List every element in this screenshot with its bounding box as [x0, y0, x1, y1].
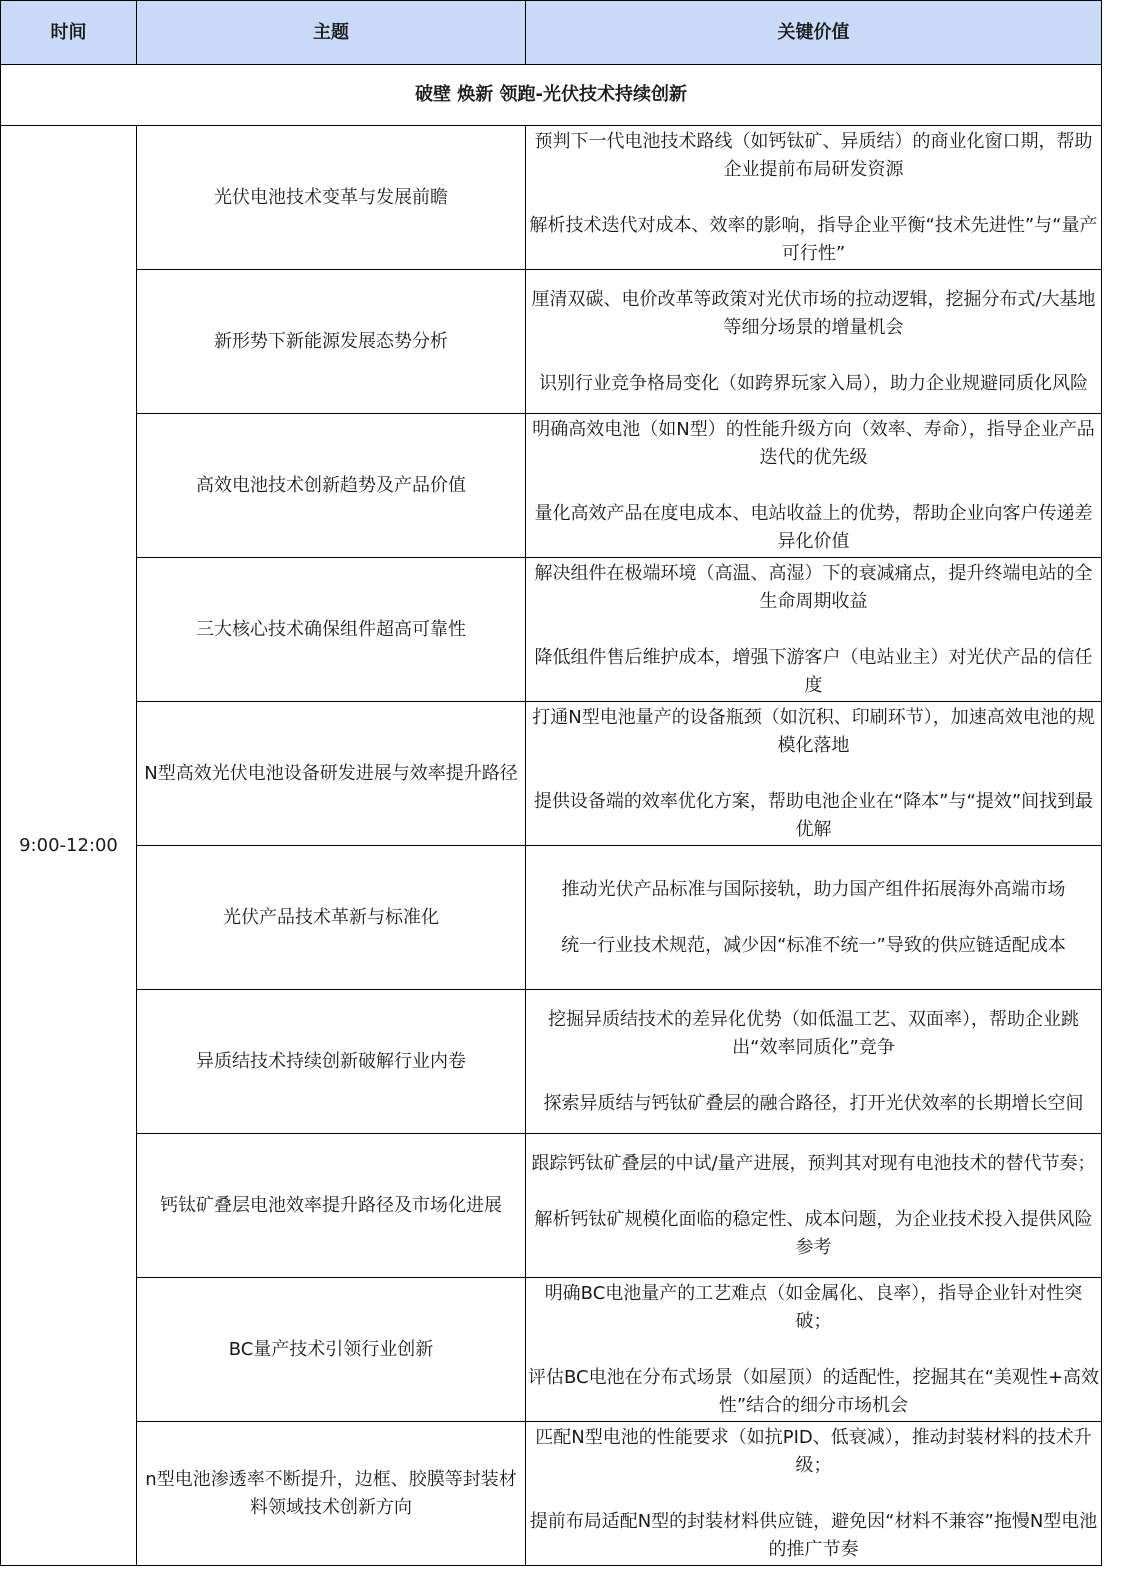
table-row: [1, 702, 1102, 846]
value-cell: [526, 1134, 1102, 1278]
header-row: [1, 1, 1102, 65]
value-text: 挖掘异质结技术的差异化优势（如低温工艺、双面率），帮助企业跳出“效率同质化”竞争: [548, 1008, 1079, 1058]
table-row: [1, 414, 1102, 558]
value-cell: [526, 126, 1102, 270]
topic-cell: BC量产技术引领行业创新: [137, 1278, 526, 1422]
value-text: 推动光伏产品标准与国际接轨，助力国产组件拓展海外高端市场: [561, 878, 1066, 900]
value-text: 打通N型电池量产的设备瓶颈（如沉积、印刷环节），加速高效电池的规模化落地: [532, 706, 1095, 756]
table-row: [1, 1422, 1102, 1566]
value-text: 厘清双碳、电价改革等政策对光伏市场的拉动逻辑，挖掘分布式/大基地等细分场景的增量机会: [531, 288, 1096, 338]
value-cell: [526, 1422, 1102, 1566]
value-text: 统一行业技术规范，减少因“标准不统一”导致的供应链适配成本: [561, 934, 1066, 956]
value-text: 评估BC电池在分布式场景（如屋顶）的适配性，挖掘其在“美观性+高效性”结合的细分市场机会: [528, 1366, 1100, 1416]
section-row: [1, 65, 1102, 126]
value-text: 降低组件售后维护成本，增强下游客户（电站业主）对光伏产品的信任度: [534, 646, 1093, 696]
value-text: 探索异质结与钙钛矿叠层的融合路径，打开光伏效率的长期增长空间: [543, 1092, 1084, 1114]
value-cell: [526, 702, 1102, 846]
value-cell: [526, 1278, 1102, 1422]
table-row: [1, 126, 1102, 270]
value-text: 明确BC电池量产的工艺难点（如金属化、良率），指导企业针对性突破；: [544, 1282, 1083, 1332]
value-text: 解析技术迭代对成本、效率的影响，指导企业平衡“技术先进性”与“量产可行性”: [529, 214, 1098, 264]
value-cell: [526, 270, 1102, 414]
value-text: 匹配N型电池的性能要求（如抗PID、低衰减），推动封装材料的技术升级；: [535, 1426, 1092, 1476]
topic-cell: 钙钛矿叠层电池效率提升路径及市场化进展: [137, 1134, 526, 1278]
value-text: 解决组件在极端环境（高温、高湿）下的衰减痛点，提升终端电站的全生命周期收益: [534, 562, 1093, 612]
topic-cell: 三大核心技术确保组件超高可靠性: [137, 558, 526, 702]
table-row: [1, 1278, 1102, 1422]
table-row: [1, 270, 1102, 414]
topic-cell: 异质结技术持续创新破解行业内卷: [137, 990, 526, 1134]
value-cell: [526, 846, 1102, 990]
value-text: 量化高效产品在度电成本、电站收益上的优势，帮助企业向客户传递差异化价值: [534, 502, 1093, 552]
table-row: [1, 558, 1102, 702]
section-title: 破壁 焕新 领跑-光伏技术持续创新: [1, 65, 1102, 126]
header-topic: 主题: [137, 1, 526, 65]
value-cell: [526, 990, 1102, 1134]
table-row: [1, 846, 1102, 990]
topic-cell: n型电池渗透率不断提升，边框、胶膜等封装材料领域技术创新方向: [137, 1422, 526, 1566]
table-row: [1, 990, 1102, 1134]
value-cell: [526, 558, 1102, 702]
value-text: 明确高效电池（如N型）的性能升级方向（效率、寿命），指导企业产品迭代的优先级: [532, 418, 1095, 468]
value-text: 识别行业竞争格局变化（如跨界玩家入局），助力企业规避同质化风险: [539, 372, 1088, 394]
value-text: 跟踪钙钛矿叠层的中试/量产进展，预判其对现有电池技术的替代节奏；: [531, 1152, 1096, 1174]
value-text: 提前布局适配N型的封装材料供应链，避免因“材料不兼容”拖慢N型电池的推广节奏: [529, 1510, 1098, 1560]
topic-cell: 光伏电池技术变革与发展前瞻: [137, 126, 526, 270]
topic-cell: 高效电池技术创新趋势及产品价值: [137, 414, 526, 558]
topic-cell: N型高效光伏电池设备研发进展与效率提升路径: [137, 702, 526, 846]
value-text: 解析钙钛矿规模化面临的稳定性、成本问题，为企业技术投入提供风险参考: [534, 1208, 1093, 1258]
value-text: 预判下一代电池技术路线（如钙钛矿、异质结）的商业化窗口期，帮助企业提前布局研发资源: [534, 130, 1093, 180]
value-cell: [526, 414, 1102, 558]
value-text: 提供设备端的效率优化方案，帮助电池企业在“降本”与“提效”间找到最优解: [533, 790, 1094, 840]
header-time: 时间: [1, 1, 137, 65]
topic-cell: 光伏产品技术革新与标准化: [137, 846, 526, 990]
header-value: 关键价值: [526, 1, 1102, 65]
topic-cell: 新形势下新能源发展态势分析: [137, 270, 526, 414]
table-row: [1, 1134, 1102, 1278]
time-slot: 9:00-12:00: [1, 126, 137, 1566]
